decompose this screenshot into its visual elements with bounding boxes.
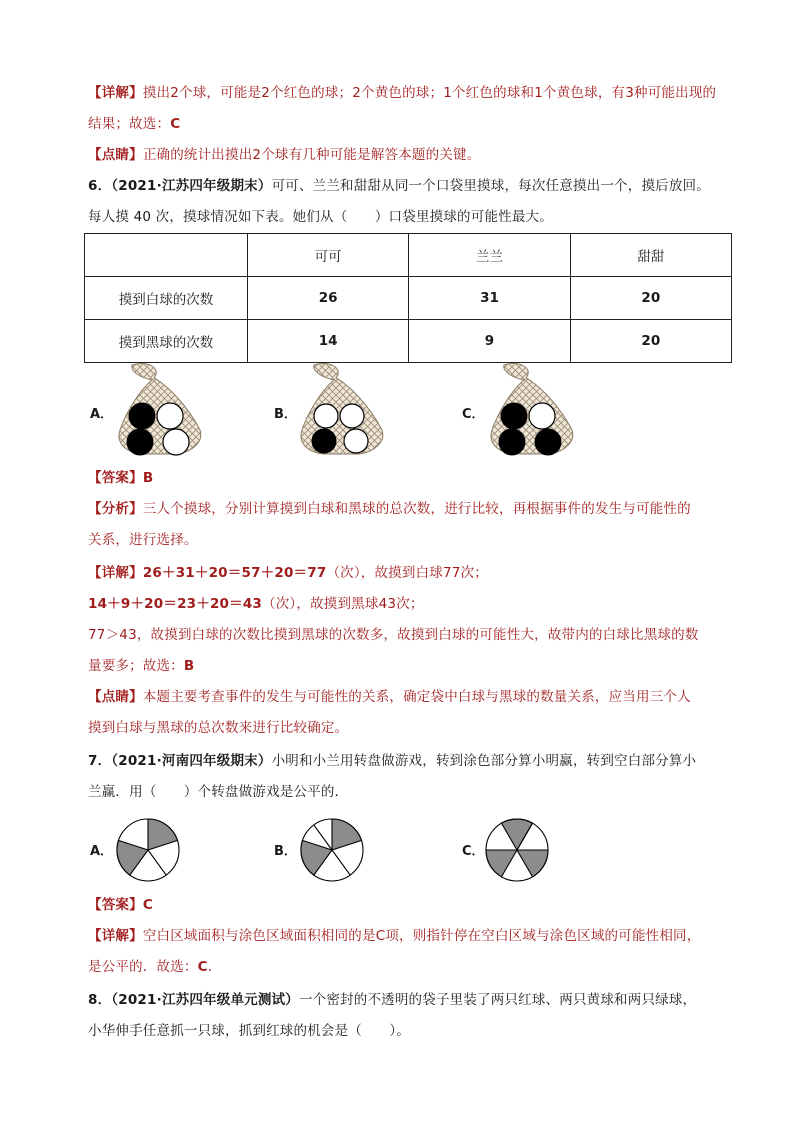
prev-key-point: 【点睛】正确的统计出摸出2个球有几种可能是解答本题的关键。 [88, 147, 481, 163]
white-ball [340, 404, 364, 428]
question-6-answer: 【答案】B [88, 470, 154, 486]
question-source: （2021·江苏四年级单元测试） [111, 992, 299, 1008]
white-ball [314, 404, 338, 428]
option-b-label[interactable]: B． [274, 407, 297, 422]
option-c-label[interactable]: C． [462, 844, 485, 859]
bag-c-figure[interactable] [484, 360, 580, 460]
question-7-detail: 【详解】空白区域面积与涂色区域面积相同的是C项，则指针停在空白区域与涂色区域的可能性相同， 是公平的．故选：C． [88, 928, 701, 975]
spinner-b-figure[interactable] [298, 816, 366, 884]
question-6-key-point: 【点睛】本题主要考查事件的发生与可能性的关系，确定袋中白球与黑球的数量关系，应当用三个人 摸到白球与黑球的总次数来进行比较确定。 [88, 689, 691, 736]
question-number: 7． [88, 753, 112, 769]
question-source: （2021·河南四年级期末） [111, 753, 272, 769]
spinner-a-figure[interactable] [114, 816, 182, 884]
spinner-c-figure[interactable] [483, 816, 551, 884]
white-ball [344, 429, 368, 453]
table-header-row [85, 234, 732, 277]
option-c-label[interactable]: C． [462, 407, 485, 422]
question-number: 8． [88, 992, 112, 1008]
option-a-label[interactable]: A． [90, 844, 114, 859]
question-6-detail: 【详解】26＋31＋20＝57＋20＝77（次），故摸到白球77次； 14＋9＋20＝23＋20＝43（次），故摸到黑球43次； 77＞43，故摸到白球的次数比摸到黑球的次数多，故摸到白球的可能性大，故带内的白球比黑球的数 量要多；故选：B [88, 565, 699, 674]
question-7-answer: 【答案】C [88, 897, 153, 913]
white-ball [529, 403, 555, 429]
white-ball [163, 429, 189, 455]
question-6-stem: 6．（2021·江苏四年级期末）可可、兰兰和甜甜从同一个口袋里摸球，每次任意摸出一个，摸后放回。 每人摸 40 次，摸球情况如下表。她们从（ ）口袋里摸球的可能性最大。 [88, 178, 710, 225]
table-header-cell: 兰兰 [409, 234, 570, 277]
bag-b-figure[interactable] [294, 360, 390, 460]
black-ball [129, 403, 155, 429]
option-a-label[interactable]: A． [90, 407, 114, 422]
table-header-cell: 可可 [248, 234, 409, 277]
question-source: （2021·江苏四年级期末） [111, 178, 272, 194]
bag-a-figure[interactable] [112, 360, 208, 460]
table-header-cell: 甜甜 [570, 234, 731, 277]
question-7-stem: 7．（2021·河南四年级期末）小明和小兰用转盘做游戏，转到涂色部分算小明赢，转到空白部分算小 兰赢．用（ ）个转盘做游戏是公平的． [88, 753, 697, 800]
table-row: 摸到黑球的次数 14 9 20 [85, 320, 732, 363]
question-6-analysis: 【分析】三人个摸球，分别计算摸到白球和黑球的总次数，进行比较，再根据事件的发生与可能性的 关系，进行选择。 [88, 501, 691, 548]
prev-explanation: 【详解】摸出2个球，可能是2个红色的球；2个黄色的球；1个红色的球和1个黄色球，有3种可能出现的结果；故选：C [88, 85, 717, 132]
detail-tag: 【详解】 [88, 85, 143, 101]
black-ball [535, 429, 561, 455]
white-ball [157, 403, 183, 429]
black-ball [312, 429, 336, 453]
ball-draw-table [84, 233, 732, 363]
question-8-stem: 8．（2021·江苏四年级单元测试）一个密封的不透明的袋子里装了两只红球、两只黄球和两只绿球， 小华伸手任意抓一只球，抓到红球的机会是（ ）。 [88, 992, 697, 1039]
black-ball [127, 429, 153, 455]
black-ball [499, 429, 525, 455]
question-number: 6． [88, 178, 112, 194]
table-row: 摸到白球的次数 26 31 20 [85, 277, 732, 320]
black-ball [501, 403, 527, 429]
key-point-tag: 【点睛】 [88, 147, 143, 163]
option-b-label[interactable]: B． [274, 844, 297, 859]
